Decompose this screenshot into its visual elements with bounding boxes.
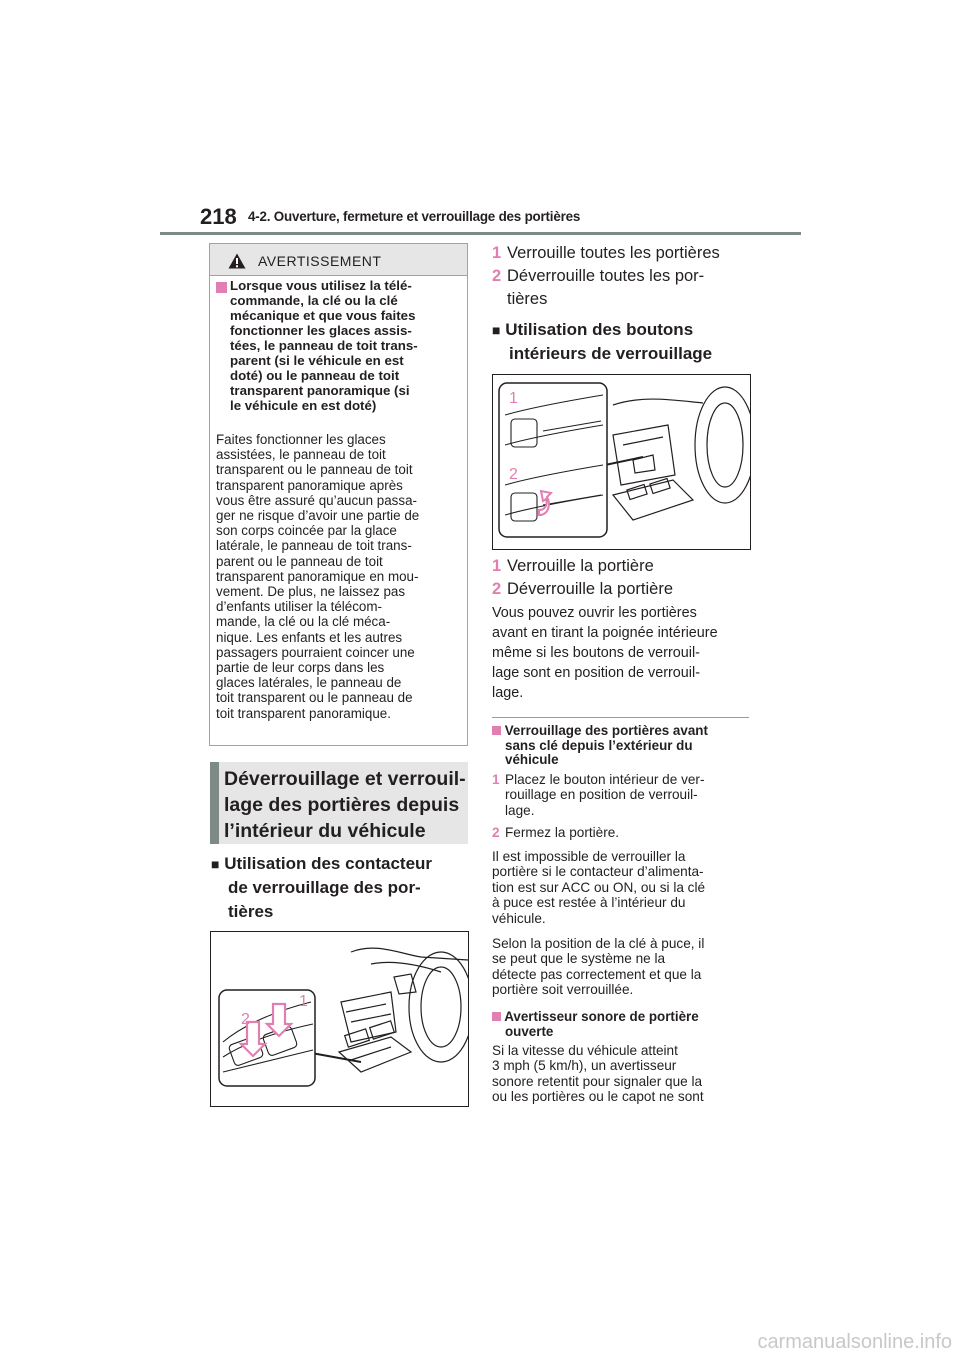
keyless-step-1: 1 Placez le bouton intérieur de ver- rouillage en position de verrouil- lage. (492, 772, 705, 818)
subheading-door-lock-switch: ■ Utilisation des contacteur de verrouillage des por- tières (211, 854, 433, 921)
watermark: carmanualsonline.info (757, 1331, 952, 1353)
illus1-label-2: 2 (241, 1011, 250, 1028)
warning-triangle-icon (228, 253, 246, 269)
subheading-open-door-buzzer: Avertisseur sonore de portière ouverte (492, 1010, 754, 1039)
square-bullet-icon (492, 1012, 501, 1021)
keyless-step-2: 2 Fermez la portière. (492, 825, 620, 840)
subheading-interior-lock-buttons: ■ Utilisation des boutons intérieurs de verrouillage (492, 320, 713, 363)
warning-title: AVERTISSEMENT (258, 253, 382, 269)
divider (492, 717, 749, 718)
step-lock-door: 1 Verrouille la portière (492, 557, 654, 575)
step-unlock-all: 2 Déverrouille toutes les por- tières (492, 267, 705, 308)
illus2-label-1: 1 (509, 390, 518, 407)
door-lock-switch-illustration (210, 931, 469, 1107)
step-unlock-door: 2 Déverrouille la portière (492, 580, 673, 598)
square-bullet-icon (492, 726, 501, 735)
keyless-paragraph-1: Il est impossible de verrouiller la portière si le contacteur d’alimenta- tion est sur ACC ou ON, ou si la clé à puce est restée à l’intérieur du véhicule. (492, 849, 706, 926)
page-number: 218 (200, 204, 237, 229)
square-bullet-icon: ■ (492, 322, 501, 338)
interior-lock-button-illustration (492, 374, 751, 550)
warning-body: Faites fonctionner les glaces assistées, le panneau de toit transparent ou le panneau de toit transparent panoramique après vous être assuré qu’aucun passa- ger ne risque d’avoir une partie de son corps coincée par la glace latérale, le panneau de toit trans- parent ou le panneau de toit transparent panoramique en mou- vement. De plus, ne laissez pas d’enfants utiliser la télécom- mande, la clé ou la clé méca- nique. Les enfants et les autres passagers pourraient coincer une partie de leur corps dans les glaces latérales, le panneau de toit transparent ou le panneau de toit transparent panoramique. (216, 432, 420, 721)
warning-subtitle: Lorsque vous utilisez la télé- commande, la clé ou la clé mécanique et que vous faites fonctionner les glaces assis- tées, le panneau de toit trans- parent (si le véhicule en est doté) ou le panneau de toit transparent panoramique (si le véhicule en est doté) (230, 278, 418, 413)
section-band-bar (210, 762, 219, 844)
square-bullet-icon: ■ (211, 856, 220, 872)
keyless-paragraph-2: Selon la position de la clé à puce, il se peut que le système ne la détecte pas correctement et que la portière soit verrouillée. (492, 936, 705, 998)
section-title: 4-2. Ouverture, fermeture et verrouillage des portières (248, 209, 581, 224)
illus1-label-1: 1 (299, 993, 308, 1010)
subheading-keyless-lock: Verrouillage des portières avant sans clé depuis l’extérieur du véhicule (492, 724, 754, 768)
warning-bullet-icon (216, 282, 227, 293)
header-rule (160, 232, 801, 235)
step-lock-all: 1 Verrouille toutes les portières (492, 244, 720, 262)
illus2-label-2: 2 (509, 466, 518, 483)
section-heading: Déverrouillage et verrouil- lage des portières depuis l’intérieur du véhicule (224, 768, 466, 842)
inner-handle-note: Vous pouvez ouvrir les portières avant en tirant la poignée intérieure même si les boutons de verrouil- lage sont en position de verrouil- lage. (492, 605, 718, 701)
buzzer-paragraph: Si la vitesse du véhicule atteint 3 mph (5 km/h), un avertisseur sonore retentit pour signaler que la ou les portières ou le capot ne sont (492, 1043, 704, 1105)
